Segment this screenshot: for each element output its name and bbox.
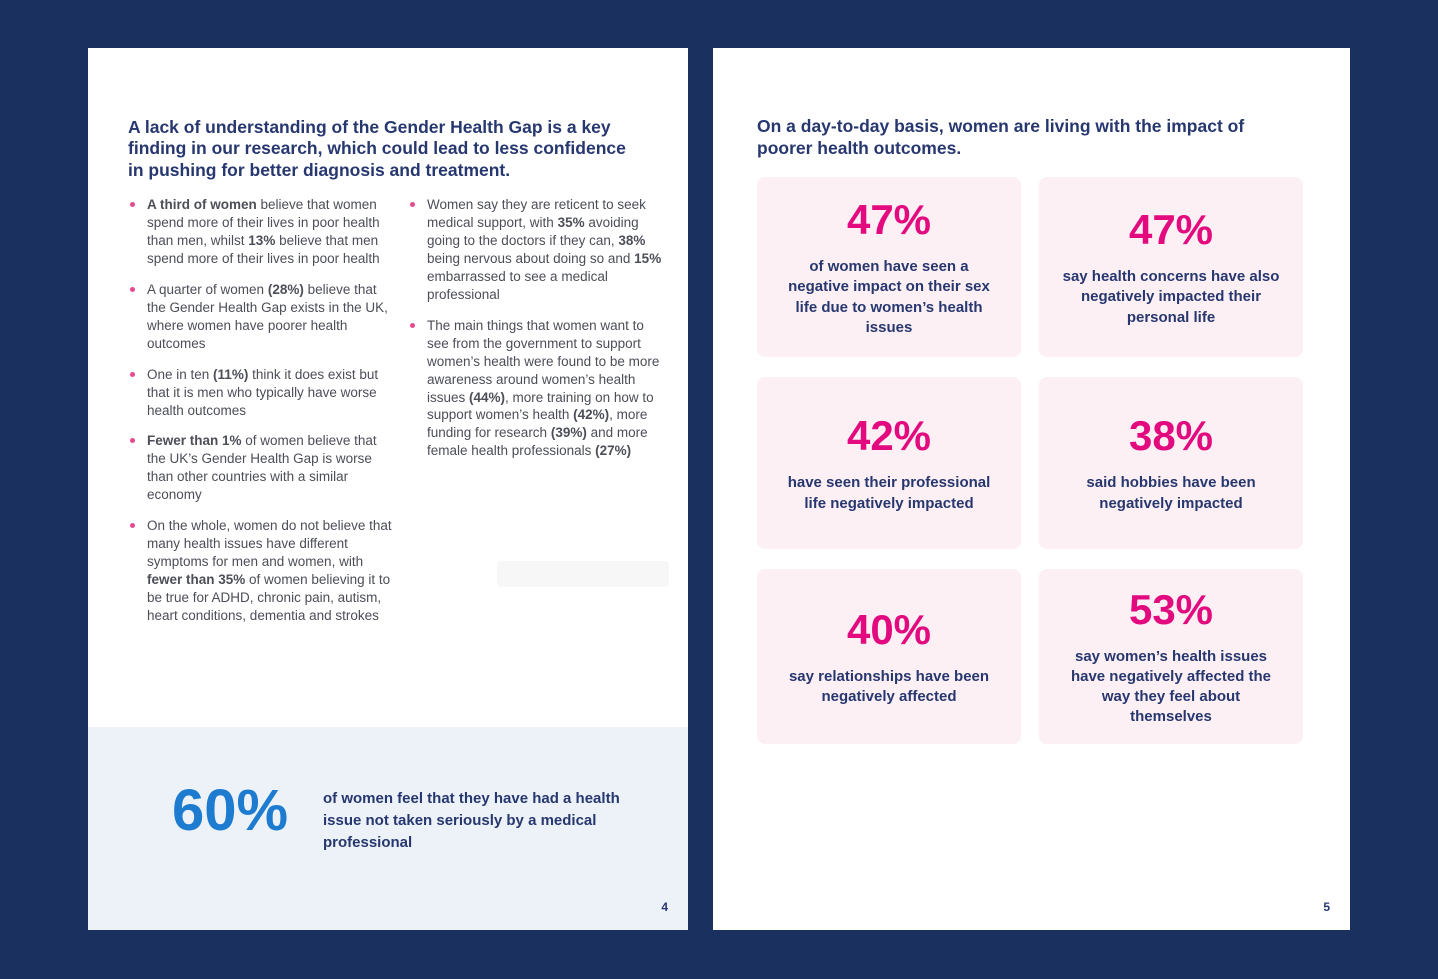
stat-description: said hobbies have been negatively impacted <box>1086 474 1256 512</box>
stat-percent: 47% <box>1128 206 1214 254</box>
stat-card <box>1039 377 1303 549</box>
report-page-left <box>88 48 688 930</box>
stat-percent: 40% <box>846 605 932 653</box>
bullet-dot-icon <box>130 287 135 292</box>
stat-description: of women have seen a negative impact on their sex life due to women’s health issues <box>788 258 990 336</box>
list-item: Fewer than 1% of women believe that the UK’s Gender Health Gap is worse than other countries with a similar economy <box>128 432 392 504</box>
bullet-dot-icon <box>130 202 135 207</box>
ghost-box <box>497 561 669 587</box>
stat-card-grid <box>757 177 1303 744</box>
stat-card <box>757 377 1021 549</box>
page-number: 4 <box>661 900 668 914</box>
list-item: The main things that women want to see from the government to support women’s health were found to be more awareness around women’s health issues (44%), more training on how to support women’s health (42%), more funding for research (39%) and more female health professionals (27%) <box>408 317 666 461</box>
stat-percent: 42% <box>846 412 932 460</box>
report-page-right <box>713 48 1350 930</box>
big-stat-percent: 60% <box>172 778 289 843</box>
bullet-dot-icon <box>130 438 135 443</box>
bullet-list-col1 <box>128 196 392 638</box>
bullet-dot-icon <box>410 323 415 328</box>
stat-percent: 38% <box>1128 412 1214 460</box>
stat-description: say women’s health issues have negatively affected the way they feel about themselves <box>1070 647 1272 726</box>
stat-percent: 47% <box>846 196 932 243</box>
stat-description: say health concerns have also negatively impacted their personal life <box>1062 268 1280 326</box>
bullet-dot-icon <box>130 372 135 377</box>
bullet-dot-icon <box>410 202 415 207</box>
page-number: 5 <box>1323 900 1330 914</box>
list-item: Women say they are reticent to seek medical support, with 35% avoiding going to the doctors if they can, 38% being nervous about doing so and 15% embarrassed to see a medical professional <box>408 196 666 304</box>
stat-percent: 53% <box>1128 585 1214 633</box>
stat-card <box>757 569 1021 744</box>
big-stat-text: of women feel that they have had a health issue not taken seriously by a medical professional <box>323 790 620 851</box>
stat-description: say relationships have been negatively affected <box>788 667 990 705</box>
list-item: A third of women believe that women spend more of their lives in poor health than men, whilst 13% believe that men spend more of their lives in poor health <box>128 196 392 268</box>
list-item: One in ten (11%) think it does exist but that it is men who typically have worse health outcomes <box>128 366 392 420</box>
stat-card <box>1039 177 1303 357</box>
highlight-band <box>88 727 688 930</box>
stat-description: have seen their professional life negatively impacted <box>787 474 991 512</box>
list-item: A quarter of women (28%) believe that the Gender Health Gap exists in the UK, where women have poorer health outcomes <box>128 281 392 353</box>
stat-card <box>757 177 1021 357</box>
stat-card <box>1039 569 1303 744</box>
list-item: On the whole, women do not believe that many health issues have different symptoms for men and women, with fewer than 35% of women believing it to be true for ADHD, chronic pain, autism, heart conditions, dementia and strokes <box>128 517 392 625</box>
bullet-dot-icon <box>130 523 135 528</box>
page-title: On a day-to-day basis, women are living with the impact of poorer health outcomes. <box>757 115 1245 158</box>
page-title: A lack of understanding of the Gender Health Gap is a key finding in our research, which could lead to less confidence in pushing for better diagnosis and treatment. <box>128 116 626 180</box>
